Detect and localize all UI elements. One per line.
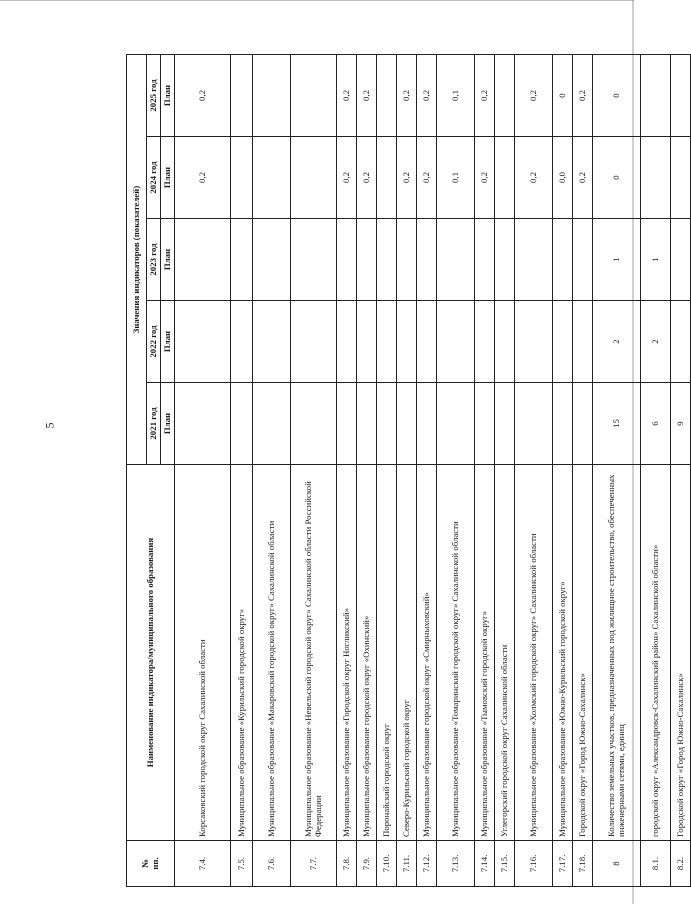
row-value-2021 <box>417 383 437 465</box>
header-plan: План <box>161 55 175 137</box>
row-number: 7.7. <box>291 841 337 887</box>
row-value-2023 <box>437 219 475 301</box>
table-row <box>495 55 515 887</box>
row-value-2025: 0,2 <box>397 55 417 137</box>
row-value-2021 <box>573 383 593 465</box>
row-value-2023 <box>417 219 437 301</box>
row-value-2023 <box>337 219 357 301</box>
table-row <box>417 55 437 887</box>
row-value-2021 <box>475 383 495 465</box>
row-value-2022: 2 <box>593 301 641 383</box>
row-value-2025: 0 <box>593 55 641 137</box>
row-name: Городской округ «Город Южно-Сахалинск» <box>573 465 593 841</box>
indicator-table <box>126 54 691 887</box>
row-value-2021 <box>495 383 515 465</box>
row-value-2024 <box>495 137 515 219</box>
table-row <box>397 55 417 887</box>
row-value-2023 <box>573 219 593 301</box>
row-number: 7.17. <box>553 841 573 887</box>
row-value-2023 <box>357 219 377 301</box>
table-row <box>337 55 357 887</box>
header-plan: План <box>161 383 175 465</box>
row-value-2025 <box>253 55 291 137</box>
indicator-table-container <box>126 55 685 887</box>
row-value-2023 <box>475 219 495 301</box>
row-number: 7.4. <box>175 841 231 887</box>
header-plan: План <box>161 219 175 301</box>
row-value-2023 <box>175 219 231 301</box>
row-value-2025: 0,2 <box>337 55 357 137</box>
table-row <box>291 55 337 887</box>
row-value-2022 <box>573 301 593 383</box>
row-value-2024 <box>641 137 671 219</box>
row-value-2024: 0,2 <box>515 137 553 219</box>
row-value-2025 <box>495 55 515 137</box>
scan-edge-top <box>0 0 634 1</box>
row-value-2024 <box>291 137 337 219</box>
row-number: 7.18. <box>573 841 593 887</box>
table-row <box>475 55 495 887</box>
row-number: 7.8. <box>337 841 357 887</box>
row-value-2021 <box>253 383 291 465</box>
row-value-2024 <box>377 137 397 219</box>
header-name: Наименование индикатора/муниципального образования <box>127 465 175 841</box>
row-number: 8.1. <box>641 841 671 887</box>
table-row <box>553 55 573 887</box>
row-value-2024: 0,2 <box>397 137 417 219</box>
row-value-2024: 0 <box>593 137 641 219</box>
row-name: Муниципальное образование «Томаринский городской округ» Сахалинской области <box>437 465 475 841</box>
row-value-2021 <box>515 383 553 465</box>
row-name: Муниципальное образование городской округ «Смирныховский» <box>417 465 437 841</box>
row-value-2025: 0 <box>553 55 573 137</box>
row-value-2022 <box>417 301 437 383</box>
row-value-2021 <box>291 383 337 465</box>
row-value-2022 <box>475 301 495 383</box>
row-value-2022 <box>397 301 417 383</box>
row-value-2022 <box>231 301 253 383</box>
header-plan: План <box>161 301 175 383</box>
table-row <box>357 55 377 887</box>
header-year: 2023 год <box>147 219 161 301</box>
row-number: 7.16. <box>515 841 553 887</box>
row-name: Поронайский городской округ <box>377 465 397 841</box>
row-value-2022 <box>377 301 397 383</box>
row-value-2023 <box>377 219 397 301</box>
row-value-2023: 1 <box>641 219 671 301</box>
header-year: 2025 год <box>147 55 161 137</box>
row-value-2023: 1 <box>593 219 641 301</box>
row-number: 7.15. <box>495 841 515 887</box>
row-value-2021: 9 <box>671 383 691 465</box>
row-value-2024: 0,2 <box>175 137 231 219</box>
row-number: 7.14. <box>475 841 495 887</box>
row-name: Муниципальное образование «Южно-Курильский городской округ» <box>553 465 573 841</box>
row-value-2022 <box>495 301 515 383</box>
row-value-2021 <box>231 383 253 465</box>
row-value-2022 <box>291 301 337 383</box>
table-row <box>175 55 231 887</box>
row-value-2024 <box>231 137 253 219</box>
row-name: Количество земельных участков, предназначенных под жилищное строительство, обеспеченных инженерными сетями, единиц <box>593 465 641 841</box>
row-value-2022 <box>553 301 573 383</box>
row-name: Северо-Курильский городской округ <box>397 465 417 841</box>
row-name: Муниципальное образование «Городской округ Ногликский» <box>337 465 357 841</box>
header-values-group: Значения индикаторов (показателей) <box>127 55 147 465</box>
row-value-2023 <box>553 219 573 301</box>
row-value-2022 <box>671 301 691 383</box>
row-value-2021 <box>357 383 377 465</box>
row-value-2022 <box>175 301 231 383</box>
row-name: городской округ «Александровск-Сахалинский район» Сахалинской области» <box>641 465 671 841</box>
row-value-2025 <box>291 55 337 137</box>
row-name: Муниципальное образование «Холмский городской округ» Сахалинской области <box>515 465 553 841</box>
row-value-2025: 0,1 <box>437 55 475 137</box>
row-value-2025: 0,2 <box>417 55 437 137</box>
row-name: Муниципальное образование городской округ «Охинский» <box>357 465 377 841</box>
row-number: 7.12. <box>417 841 437 887</box>
row-value-2022: 2 <box>641 301 671 383</box>
table-row <box>671 55 691 887</box>
row-value-2023 <box>253 219 291 301</box>
table-row <box>515 55 553 887</box>
row-value-2023 <box>397 219 417 301</box>
row-value-2023 <box>231 219 253 301</box>
row-value-2024: 0,2 <box>417 137 437 219</box>
row-number: 8 <box>593 841 641 887</box>
row-value-2021 <box>377 383 397 465</box>
table-row <box>573 55 593 887</box>
row-name: Муниципальное образование «Тымовский городской округ» <box>475 465 495 841</box>
row-value-2023 <box>671 219 691 301</box>
row-value-2024: 0,2 <box>357 137 377 219</box>
row-value-2023 <box>495 219 515 301</box>
row-number: 7.9. <box>357 841 377 887</box>
row-name: Городской округ «Город Южно-Сахалинск» <box>671 465 691 841</box>
row-value-2024 <box>253 137 291 219</box>
header-year: 2021 год <box>147 383 161 465</box>
row-value-2022 <box>515 301 553 383</box>
row-value-2021 <box>437 383 475 465</box>
row-number: 7.5. <box>231 841 253 887</box>
row-name: Корсаковский городской округ Сахалинской области <box>175 465 231 841</box>
row-number: 7.10. <box>377 841 397 887</box>
table-row <box>641 55 671 887</box>
row-number: 7.11. <box>397 841 417 887</box>
header-num: № пп. <box>127 841 175 887</box>
row-value-2023 <box>515 219 553 301</box>
row-value-2022 <box>337 301 357 383</box>
row-value-2025: 0,2 <box>475 55 495 137</box>
row-value-2021 <box>397 383 417 465</box>
row-name: Муниципальное образование «Курильский городской округ» <box>231 465 253 841</box>
row-value-2025 <box>671 55 691 137</box>
row-value-2022 <box>437 301 475 383</box>
row-value-2021 <box>553 383 573 465</box>
row-number: 8.2. <box>671 841 691 887</box>
page-number: 5 <box>42 422 57 429</box>
row-value-2022 <box>253 301 291 383</box>
row-value-2024 <box>671 137 691 219</box>
row-value-2025: 0,2 <box>175 55 231 137</box>
row-value-2025: 0,2 <box>357 55 377 137</box>
row-value-2021 <box>337 383 357 465</box>
row-value-2024: 0,2 <box>337 137 357 219</box>
row-value-2024: 0,0 <box>553 137 573 219</box>
table-row <box>437 55 475 887</box>
row-value-2023 <box>291 219 337 301</box>
table-row <box>377 55 397 887</box>
row-name: Углегорский городской округ Сахалинской области <box>495 465 515 841</box>
row-value-2024: 0,2 <box>573 137 593 219</box>
header-plan: План <box>161 137 175 219</box>
row-value-2025 <box>641 55 671 137</box>
scan-edge-right <box>632 0 634 904</box>
row-value-2021 <box>175 383 231 465</box>
row-value-2025 <box>231 55 253 137</box>
row-number: 7.13. <box>437 841 475 887</box>
row-number: 7.6. <box>253 841 291 887</box>
table-row <box>253 55 291 887</box>
row-name: Муниципальное образование «Невельский городской округ» Сахалинской области Российской Федерации <box>291 465 337 841</box>
row-value-2024: 0,1 <box>437 137 475 219</box>
row-value-2024: 0,2 <box>475 137 495 219</box>
row-value-2025: 0,2 <box>573 55 593 137</box>
row-value-2021: 6 <box>641 383 671 465</box>
row-name: Муниципальное образование «Макаровский городской округ» Сахалинской области <box>253 465 291 841</box>
header-year: 2022 год <box>147 301 161 383</box>
row-value-2022 <box>357 301 377 383</box>
row-value-2025 <box>377 55 397 137</box>
table-row <box>231 55 253 887</box>
header-year: 2024 год <box>147 137 161 219</box>
row-value-2025: 0,2 <box>515 55 553 137</box>
row-value-2021: 15 <box>593 383 641 465</box>
